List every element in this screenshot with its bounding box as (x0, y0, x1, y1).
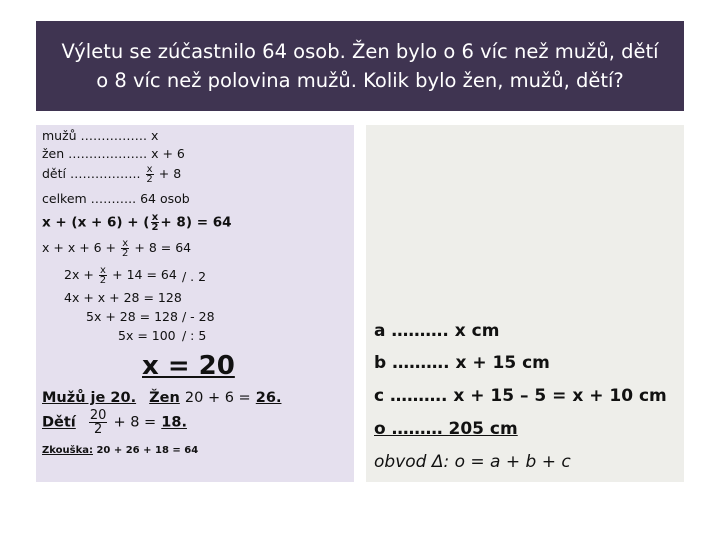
equation-3: 2x + $\frac{x}{2}$ + 14 = 64 (64, 265, 177, 286)
solution-panel (36, 125, 354, 482)
check-row (42, 443, 198, 459)
triangle-panel (366, 125, 684, 482)
title-banner (36, 21, 684, 111)
side-a: a ………. x cm (374, 321, 500, 341)
operation-times-2: / . 2 (182, 269, 207, 284)
line-men: mužů ……………. x (42, 128, 159, 143)
answer-row-men-women (42, 390, 281, 406)
answer-row-children (42, 409, 187, 436)
perimeter-formula: obvod Δ: o = a + b + c (374, 452, 571, 472)
women-value: 26. (255, 390, 282, 406)
perimeter-value: o ……… 205 cm (374, 419, 518, 439)
children-value: 18. (161, 414, 187, 431)
children-suffix: + 8 (158, 166, 182, 181)
children-label-answer: Dětí (42, 414, 76, 431)
problem-text (61, 37, 658, 95)
equation-1: x + (x + 6) + ( $\frac{x}{2}$ + 8) = 64 (42, 212, 232, 233)
check-expression: 20 + 26 + 18 = 64 (96, 445, 199, 456)
operation-divide-5: / : 5 (182, 328, 207, 343)
line-women: žen ………………. x + 6 (42, 146, 185, 161)
side-c: c ………. x + 15 – 5 = x + 10 cm (374, 386, 667, 406)
fraction-x-half: $\frac{x}{2}$ (151, 212, 159, 233)
answer-men: Mužů je 20. (42, 390, 137, 406)
check-label: Zkouška: (42, 445, 93, 456)
fraction-20-half: $\frac{20}{2}$ (89, 408, 107, 437)
problem-line-1: Výletu se zúčastnilo 64 osob. Žen bylo o 6 víc než mužů, dětí (61, 40, 659, 63)
equation-6: 5x = 100 (118, 328, 176, 343)
line-total: celkem ……….. 64 osob (42, 191, 190, 206)
women-expression: 20 + 6 = (184, 390, 251, 406)
fraction-x-half: $\frac{x}{2}$ (122, 238, 129, 259)
equation-2: x + x + 6 + $\frac{x}{2}$ + 8 = 64 (42, 238, 192, 259)
fraction-x-half: $\frac{x}{2}$ (146, 164, 153, 185)
children-expression: + 8 = (113, 414, 157, 431)
problem-line-2: o 8 víc než polovina mužů. Kolik bylo žen, mužů, dětí? (96, 69, 624, 92)
operation-minus-28: / - 28 (182, 309, 215, 324)
equation-5: 5x + 28 = 128 (86, 309, 178, 324)
line-children (42, 165, 181, 184)
children-label: dětí …………….. (42, 166, 141, 181)
women-label: Žen (149, 390, 180, 406)
side-b: b ………. x + 15 cm (374, 353, 550, 373)
result-x: x = 20 (142, 351, 235, 381)
equation-4: 4x + x + 28 = 128 (64, 290, 182, 305)
fraction-x-half: $\frac{x}{2}$ (99, 265, 107, 286)
